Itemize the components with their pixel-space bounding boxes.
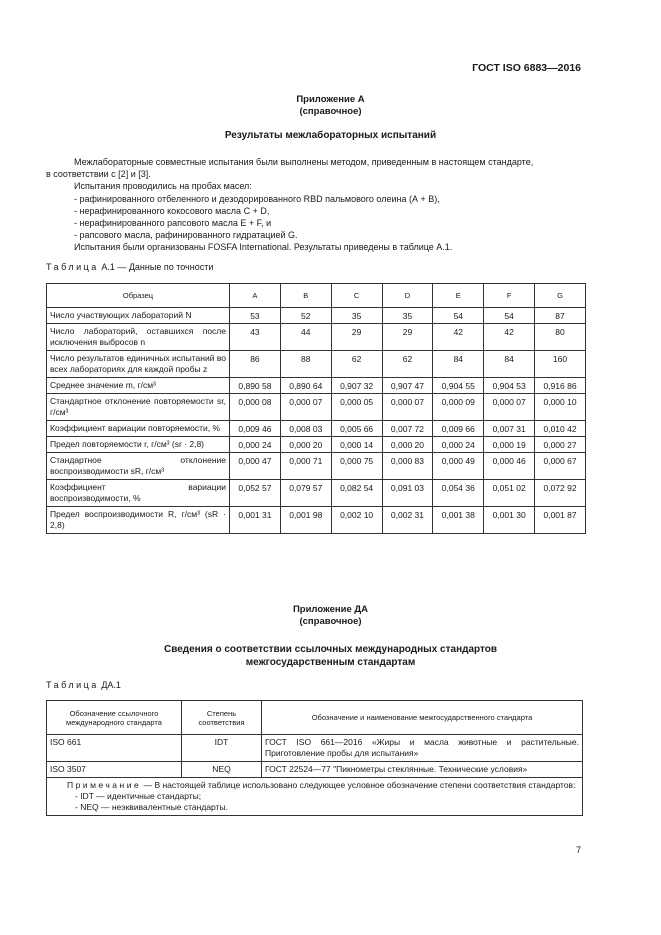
row-label: Стандартное отклонение воспроизводимости sR, г/см³ <box>47 453 230 480</box>
value-cell: 0,002 31 <box>382 507 433 534</box>
precision-table <box>46 283 586 534</box>
header-g: G <box>535 284 586 308</box>
header-c: C <box>331 284 382 308</box>
value-cell: 0,904 53 <box>484 378 535 394</box>
value-cell: 0,907 32 <box>331 378 382 394</box>
value-cell: 0,000 46 <box>484 453 535 480</box>
value-cell: 0,001 98 <box>280 507 331 534</box>
cell-name: ГОСТ ISO 661—2016 «Жиры и масла животные и растительные. Приготовление пробы для испытания» <box>262 735 583 762</box>
value-cell: 35 <box>382 308 433 324</box>
value-cell: 62 <box>331 351 382 378</box>
value-cell: 0,054 36 <box>433 480 484 507</box>
value-cell: 0,890 58 <box>230 378 281 394</box>
row-label: Число лабораторий, оставшихся после исключения выбросов n <box>47 324 230 351</box>
value-cell: 0,082 54 <box>331 480 382 507</box>
value-cell: 0,907 47 <box>382 378 433 394</box>
value-cell: 0,000 20 <box>382 437 433 453</box>
value-cell: 0,009 66 <box>433 421 484 437</box>
value-cell: 29 <box>331 324 382 351</box>
value-cell: 0,890 64 <box>280 378 331 394</box>
table-row <box>47 480 586 507</box>
cell-degree: NEQ <box>182 762 262 778</box>
header-degree: Степень соответствия <box>182 701 262 735</box>
note-word: Примечание <box>67 780 142 790</box>
value-cell: 0,001 38 <box>433 507 484 534</box>
caption-rest: ДА.1 <box>101 680 121 690</box>
table-note-row <box>47 778 583 816</box>
note-main <box>67 780 579 791</box>
value-cell: 0,091 03 <box>382 480 433 507</box>
row-label: Коэффициент вариации воспроизводимости, % <box>47 480 230 507</box>
value-cell: 0,000 75 <box>331 453 382 480</box>
value-cell: 0,000 49 <box>433 453 484 480</box>
oil-list-item-4: - рапсового масла, рафинированного гидратацией G. <box>74 230 298 241</box>
value-cell: 0,072 92 <box>535 480 586 507</box>
value-cell: 0,000 83 <box>382 453 433 480</box>
value-cell: 0,008 03 <box>280 421 331 437</box>
appendix-da-heading-1: Сведения о соответствии ссылочных международных стандартов <box>163 644 498 655</box>
value-cell: 87 <box>535 308 586 324</box>
table-row <box>47 324 586 351</box>
value-cell: 0,009 46 <box>230 421 281 437</box>
appendix-a-title: Приложение А <box>296 94 365 105</box>
value-cell: 0,002 10 <box>331 507 382 534</box>
body-paragraph-1b: в соответствии с [2] и [3]. <box>46 169 151 180</box>
header-b: B <box>280 284 331 308</box>
table-row <box>47 453 586 480</box>
table-row <box>47 421 586 437</box>
row-label: Стандартное отклонение повторяемости sr, г/см³ <box>47 394 230 421</box>
value-cell: 0,000 19 <box>484 437 535 453</box>
value-cell: 0,001 31 <box>230 507 281 534</box>
value-cell: 42 <box>484 324 535 351</box>
header-e: E <box>433 284 484 308</box>
value-cell: 80 <box>535 324 586 351</box>
note-item-neq: - NEQ — неэквивалентные стандарты. <box>75 802 228 812</box>
value-cell: 29 <box>382 324 433 351</box>
oil-list-item-2: - нерафинированного кокосового масла С + D, <box>74 205 270 216</box>
table-note <box>47 778 583 816</box>
value-cell: 44 <box>280 324 331 351</box>
table-row <box>47 394 586 421</box>
appendix-da-subtitle: (справочное) <box>299 616 362 627</box>
row-label: Предел повторяемости r, г/см³ (sr · 2,8) <box>47 437 230 453</box>
table-header-row <box>47 701 583 735</box>
value-cell: 0,000 14 <box>331 437 382 453</box>
value-cell: 0,000 08 <box>230 394 281 421</box>
cell-std: ISO 3507 <box>47 762 182 778</box>
value-cell: 42 <box>433 324 484 351</box>
cell-name: ГОСТ 22524—77 "Пикнометры стеклянные. Технические условия» <box>262 762 583 778</box>
note-item-idt: - IDT — идентичные стандарты; <box>75 791 202 801</box>
value-cell: 54 <box>484 308 535 324</box>
value-cell: 0,916 86 <box>535 378 586 394</box>
value-cell: 0,000 09 <box>433 394 484 421</box>
oil-list-item-3: - нерафинированного рапсового масла Е + F, и <box>74 218 272 229</box>
value-cell: 0,000 05 <box>331 394 382 421</box>
value-cell: 0,000 07 <box>484 394 535 421</box>
header-sample: Образец <box>47 284 230 308</box>
caption-rest: А.1 — Данные по точности <box>101 262 214 272</box>
appendix-da-title: Приложение ДА <box>292 604 369 615</box>
cell-degree: IDT <box>182 735 262 762</box>
value-cell: 0,000 20 <box>280 437 331 453</box>
table-row <box>47 735 583 762</box>
table-header-row <box>47 284 586 308</box>
appendix-a-body <box>46 156 586 254</box>
value-cell: 53 <box>230 308 281 324</box>
value-cell: 0,052 57 <box>230 480 281 507</box>
table-row <box>47 351 586 378</box>
value-cell: 88 <box>280 351 331 378</box>
page-number: 7 <box>575 845 581 855</box>
standards-correspondence-table <box>46 700 583 816</box>
row-label: Предел воспроизводимости R, г/см³ (sR · 2,8) <box>47 507 230 534</box>
value-cell: 43 <box>230 324 281 351</box>
header-a: A <box>230 284 281 308</box>
appendix-a-heading: Результаты межлабораторных испытаний <box>224 130 437 141</box>
note-text: — В настоящей таблице использовано следующее условное обозначение степени соответствия стандартов: <box>143 780 576 790</box>
value-cell: 0,051 02 <box>484 480 535 507</box>
value-cell: 0,007 72 <box>382 421 433 437</box>
row-label: Среднее значение m, г/см³ <box>47 378 230 394</box>
table-a1-caption <box>46 262 213 272</box>
value-cell: 0,005 66 <box>331 421 382 437</box>
value-cell: 86 <box>230 351 281 378</box>
value-cell: 0,000 07 <box>382 394 433 421</box>
header-d: D <box>382 284 433 308</box>
body-paragraph-3: Испытания были организованы FOSFA International. Результаты приведены в таблице А.1. <box>74 242 453 253</box>
value-cell: 84 <box>484 351 535 378</box>
oil-list-item-1: - рафинированного отбеленного и дезодорированного RBD пальмового олеина (А + В), <box>74 193 440 204</box>
value-cell: 0,007 31 <box>484 421 535 437</box>
header-international-standard: Обозначение ссылочного международного стандарта <box>47 701 182 735</box>
value-cell: 0,000 24 <box>433 437 484 453</box>
appendix-da-heading-2: межгосударственным стандартам <box>245 657 416 668</box>
table-da1-caption <box>46 680 121 690</box>
value-cell: 0,000 47 <box>230 453 281 480</box>
header-interstate-standard: Обозначение и наименование межгосударственного стандарта <box>262 701 583 735</box>
value-cell: 0,000 10 <box>535 394 586 421</box>
value-cell: 54 <box>433 308 484 324</box>
row-label: Число участвующих лабораторий N <box>47 308 230 324</box>
body-paragraph-2: Испытания проводились на пробах масел: <box>74 181 252 192</box>
value-cell: 84 <box>433 351 484 378</box>
table-row <box>47 507 586 534</box>
value-cell: 0,000 67 <box>535 453 586 480</box>
row-label: Число результатов единичных испытаний во всех лабораториях для каждой пробы z <box>47 351 230 378</box>
row-label: Коэффициент вариации повторяемости, % <box>47 421 230 437</box>
value-cell: 0,001 87 <box>535 507 586 534</box>
header-f: F <box>484 284 535 308</box>
table-row <box>47 762 583 778</box>
value-cell: 0,001 30 <box>484 507 535 534</box>
body-paragraph-1: Межлабораторные совместные испытания были выполнены методом, приведенным в настоящем стандарте, <box>74 157 534 167</box>
value-cell: 0,000 71 <box>280 453 331 480</box>
table-row <box>47 437 586 453</box>
value-cell: 35 <box>331 308 382 324</box>
value-cell: 0,079 57 <box>280 480 331 507</box>
appendix-a-subtitle: (справочное) <box>299 106 362 117</box>
value-cell: 62 <box>382 351 433 378</box>
table-row <box>47 378 586 394</box>
caption-word: Таблица <box>46 680 99 690</box>
caption-word: Таблица <box>46 262 99 272</box>
value-cell: 0,010 42 <box>535 421 586 437</box>
standard-header: ГОСТ ISO 6883—2016 <box>472 62 581 74</box>
table-row <box>47 308 586 324</box>
value-cell: 0,000 27 <box>535 437 586 453</box>
value-cell: 0,904 55 <box>433 378 484 394</box>
value-cell: 160 <box>535 351 586 378</box>
value-cell: 0,000 07 <box>280 394 331 421</box>
value-cell: 52 <box>280 308 331 324</box>
value-cell: 0,000 24 <box>230 437 281 453</box>
cell-std: ISO 661 <box>47 735 182 762</box>
